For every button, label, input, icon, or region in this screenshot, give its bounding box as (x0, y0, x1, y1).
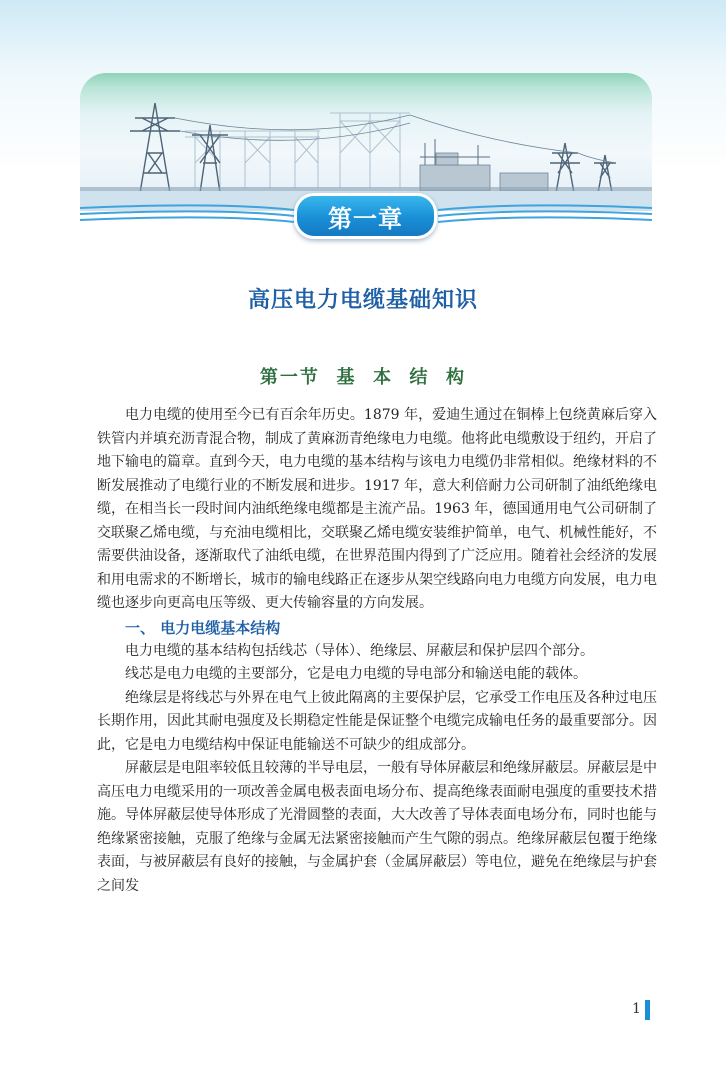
banner-wave-lines (80, 200, 652, 230)
subsection-paragraph-4: 屏蔽层是电阻率较低且较薄的半导电层，一般有导体屏蔽层和绝缘屏蔽层。屏蔽层是中高压电力电缆采用的一项改善金属电极表面电场分布、提高绝缘表面耐电强度的重要技术措施。导体屏蔽层使导体形成了光滑圆整的表面，大大改善了导体表面电场分布，同时也能与绝缘紧密接触，克服了绝缘与金属无法紧密接触而产生气隙的弱点。绝缘屏蔽层包覆于绝缘表面，与被屏蔽层有良好的接触，与金属护套（金属屏蔽层）等电位，避免在绝缘层与护套之间发 (97, 760, 657, 894)
subsection-paragraph-2: 线芯是电力电缆的主要部分，它是电力电缆的导电部分和输送电能的载体。 (125, 666, 587, 682)
page-number: 1 (632, 1001, 641, 1017)
body-text (97, 404, 657, 898)
intro-paragraph: 电力电缆的使用至今已有百余年历史。1879 年，爱迪生通过在铜棒上包绕黄麻后穿入铁管内并填充沥青混合物，制成了黄麻沥青绝缘电力电缆。他将此电缆敷设于纽约，开启了地下输电的篇章。直到今天，电力电缆的基本结构与该电力电缆仍非常相似。绝缘材料的不断发展推动了电缆行业的不断发展和进步。1917 年，意大利倍耐力公司研制了油纸绝缘电缆，在相当长一段时间内油纸绝缘电缆都是主流产品。1963 年，德国通用电气公司研制了交联聚乙烯电缆，与充油电缆相比，交联聚乙烯电缆安装维护简单，电气、机械性能好，不需要供油设备，逐渐取代了油纸电缆，在世界范围内得到了广泛应用。随着社会经济的发展和用电需求的不断增长，城市的输电线路正在逐步从架空线路向电力电缆方向发展，电力电缆也逐步向更高电压等级、更大传输容量的方向发展。 (97, 407, 657, 611)
subsection-heading: 一、 电力电缆基本结构 (125, 618, 281, 637)
subsection-paragraph-1: 电力电缆的基本结构包括线芯（导体）、绝缘层、屏蔽层和保护层四个部分。 (125, 642, 594, 659)
page-number-bar (645, 1000, 650, 1020)
chapter-title: 高压电力电缆基础知识 (247, 288, 478, 313)
power-substation-illustration-icon (80, 73, 652, 211)
chapter-badge: 第一章 (294, 193, 437, 239)
banner-background (80, 73, 652, 211)
section-title: 第一节 基 本 结 构 (259, 367, 467, 388)
subsection-paragraph-3: 绝缘层是将线芯与外界在电气上彼此隔离的主要保护层，它承受工作电压及各种过电压长期作用，因此其耐电强度及长期稳定性能是保证整个电缆完成输电任务的最重要部分。因此，它是电力电缆结构中保证电能输送不可缺少的组成部分。 (97, 689, 657, 753)
